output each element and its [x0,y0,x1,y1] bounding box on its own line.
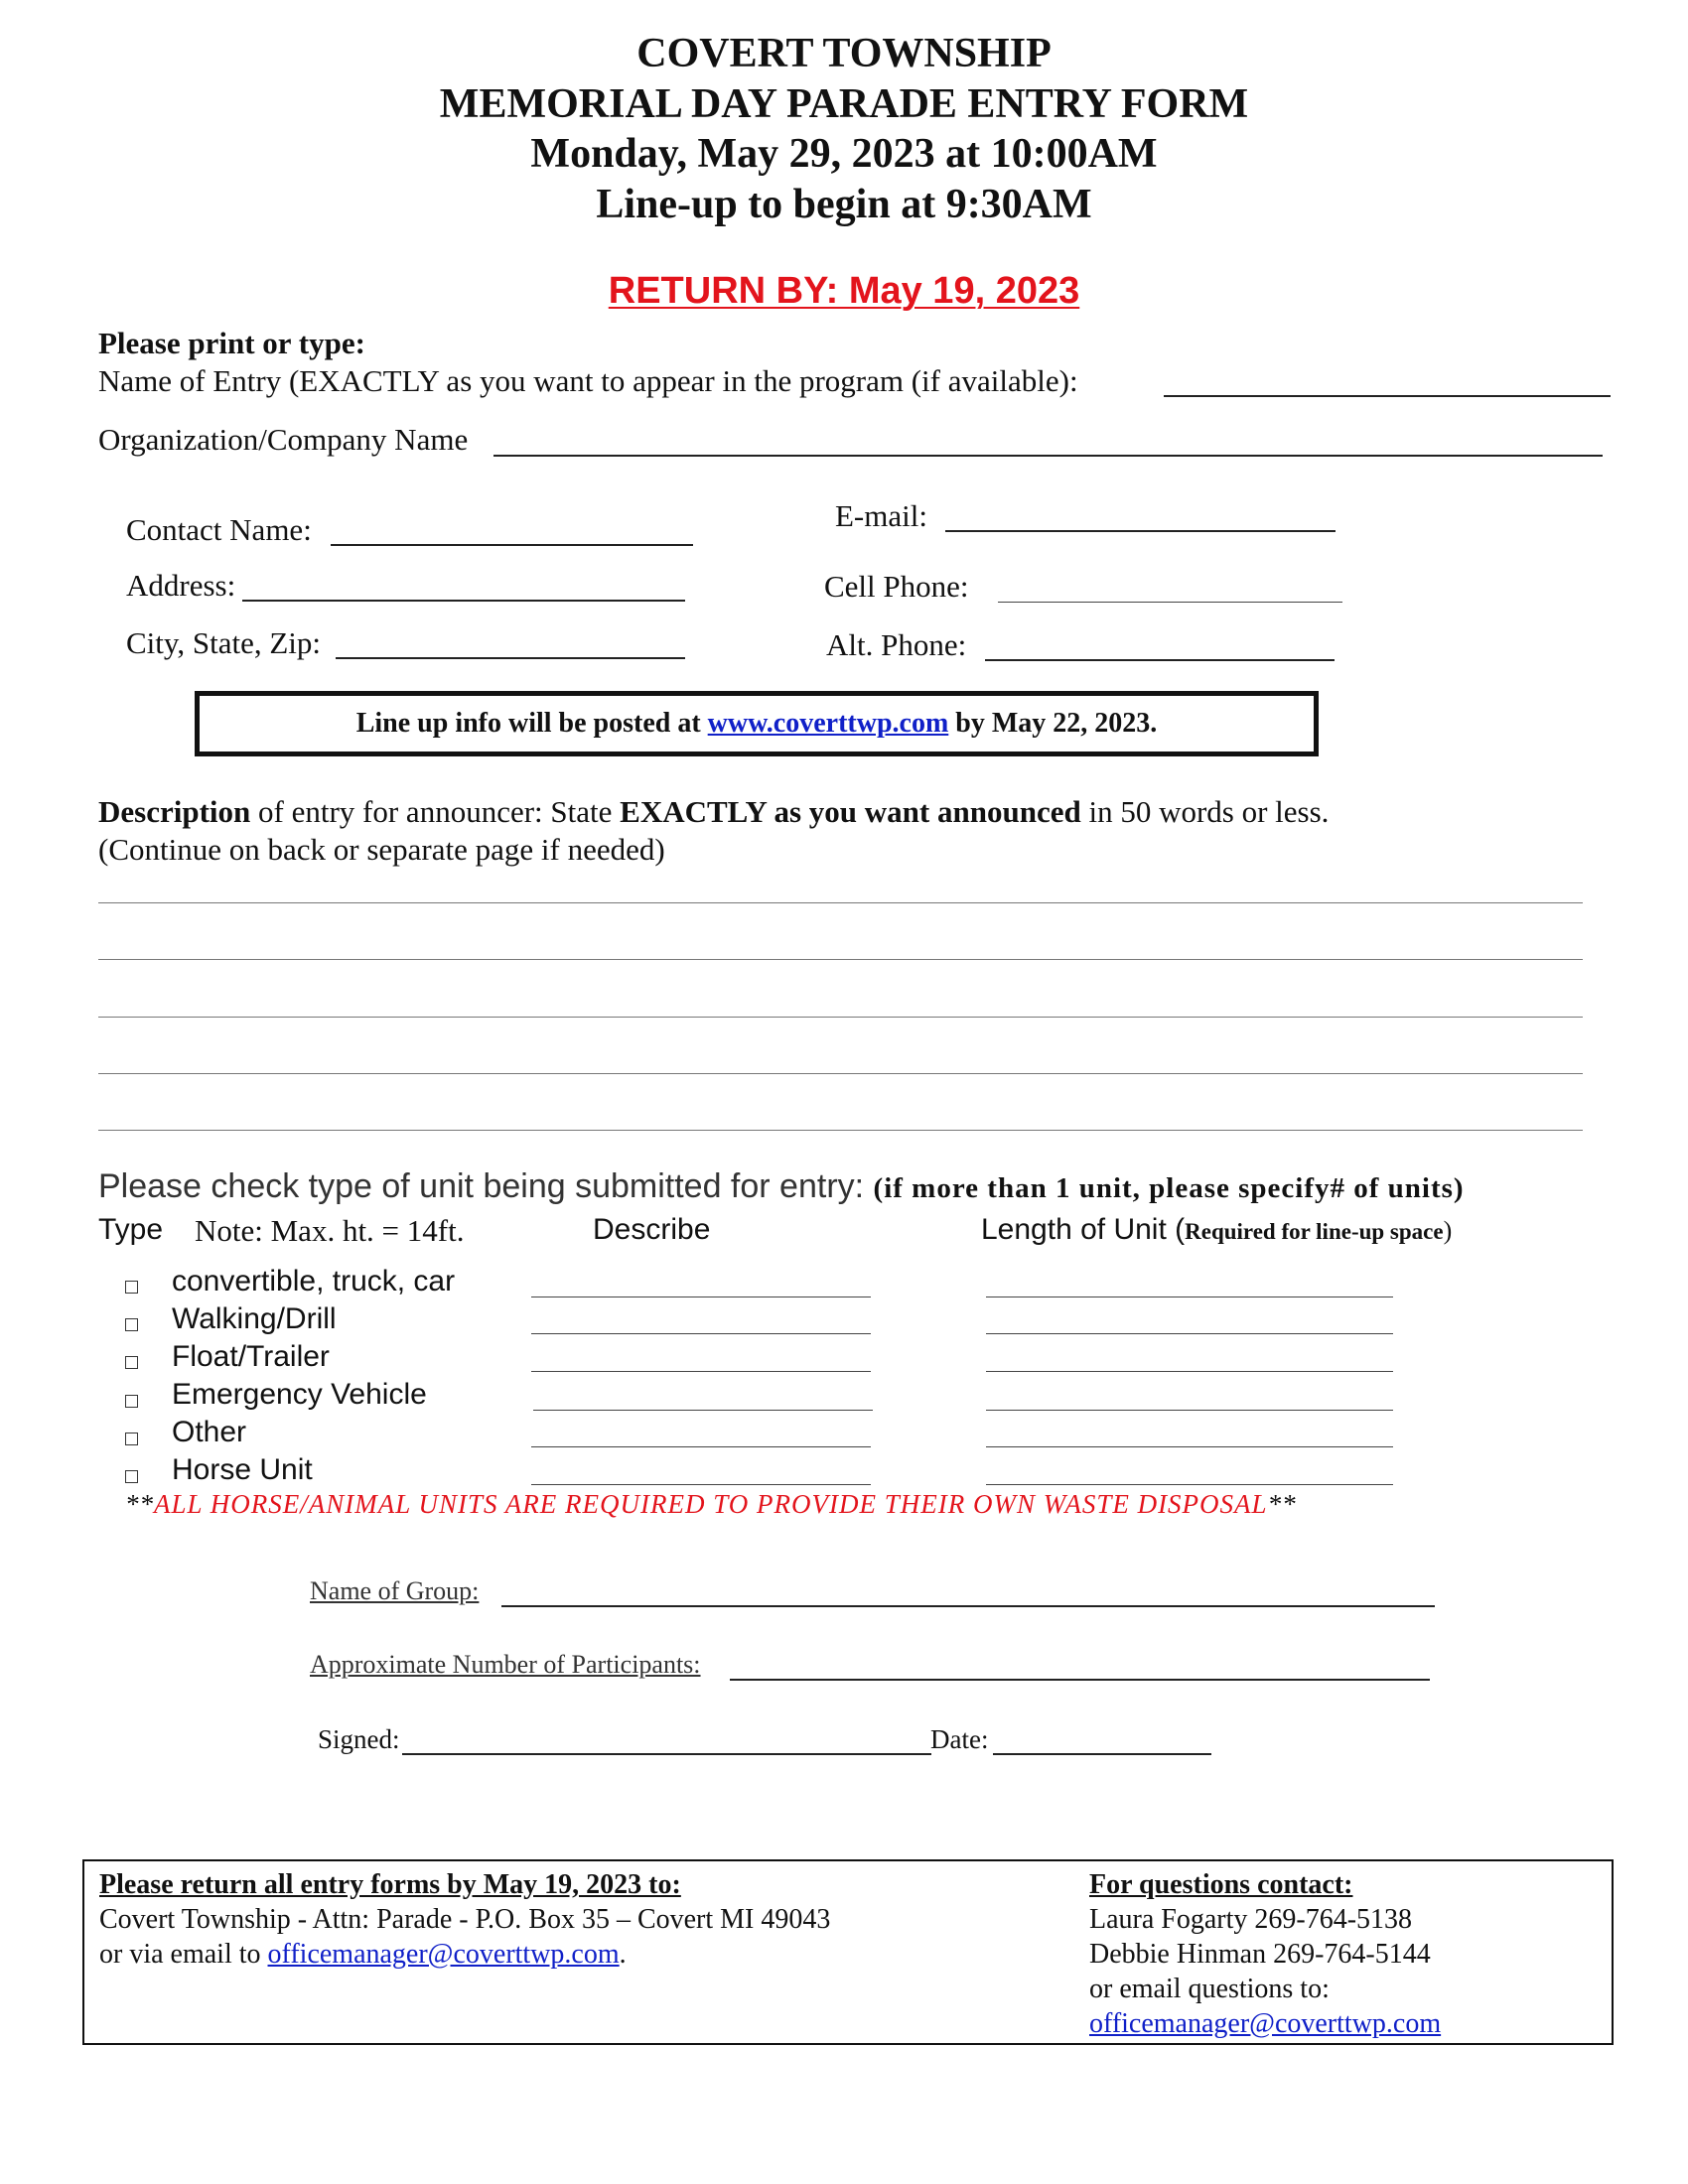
contact-name-label: Contact Name: [126,512,312,547]
signed-field[interactable] [402,1753,931,1755]
date-field[interactable] [993,1753,1211,1755]
description-bold: Description [98,794,251,829]
city-state-zip-label: City, State, Zip: [126,625,322,660]
length-field[interactable] [986,1446,1393,1447]
describe-field[interactable] [531,1333,871,1334]
unit-type-prompt-text: Please check type of unit being submitted for entry: [98,1167,874,1205]
describe-field[interactable] [533,1410,873,1411]
alt-phone-label: Alt. Phone: [826,627,967,662]
unit-label: convertible, truck, car [172,1265,456,1297]
footer-box [82,1859,1614,2045]
description-text1: of entry for announcer: State [250,794,621,829]
waste-disposal-warning [125,1489,1297,1520]
email-prefix: or via email to [99,1939,268,1970]
website-link[interactable]: www.coverttwp.com [707,708,949,739]
unit-label: Emergency Vehicle [172,1378,427,1411]
warning-asterisks: ** [1267,1489,1297,1519]
organization-label: Organization/Company Name [98,422,469,457]
unit-type-prompt [98,1167,1465,1206]
email-label: E-mail: [835,498,927,533]
warning-asterisks: ** [125,1489,154,1519]
form-title: MEMORIAL DAY PARADE ENTRY FORM [439,81,1249,127]
checkbox[interactable] [125,1433,138,1445]
lineup-time: Line-up to begin at 9:30AM [596,182,1092,227]
participants-field[interactable] [730,1679,1430,1681]
city-state-zip-field[interactable] [336,657,685,659]
contact-info [1089,1867,1441,2041]
col-type-header: Type [98,1213,164,1246]
township-title: COVERT TOWNSHIP [636,31,1052,76]
unit-type-prompt-bold: (if more than 1 unit, please specify# of units) [873,1172,1465,1204]
length-field[interactable] [986,1410,1393,1411]
description-continue-note: (Continue on back or separate page if needed) [98,832,665,867]
checkbox[interactable] [125,1318,138,1331]
checkbox[interactable] [125,1281,138,1294]
unit-label: Other [172,1416,247,1448]
mailing-address: Covert Township - Attn: Parade - P.O. Box 35 – Covert MI 49043 [99,1904,831,1935]
col-describe-header: Describe [593,1213,711,1246]
contact-debbie: Debbie Hinman 269-764-5144 [1089,1939,1431,1970]
lineup-info-prefix: Line up info will be posted at [355,708,708,739]
contact-heading: For questions contact: [1089,1869,1353,1900]
lineup-info-box [195,691,1319,756]
contact-name-field[interactable] [331,544,693,546]
name-of-entry-field[interactable] [1164,395,1611,397]
email-suffix: . [619,1939,627,1970]
email-field[interactable] [945,530,1336,532]
lineup-info-suffix: by May 22, 2023. [948,708,1158,739]
alt-phone-field[interactable] [985,659,1335,661]
organization-field[interactable] [493,455,1603,457]
describe-field[interactable] [531,1371,871,1372]
name-of-group-field[interactable] [501,1605,1435,1607]
address-label: Address: [126,568,236,603]
col-length-text: Length of Unit ( [981,1213,1186,1246]
checkbox[interactable] [125,1470,138,1483]
unit-label: Horse Unit [172,1453,313,1486]
describe-field[interactable] [531,1446,871,1447]
contact-email-note: or email questions to: [1089,1974,1330,2004]
description-exactly: EXACTLY as you want announced [620,794,1081,829]
please-print-label: Please print or type: [98,326,365,360]
col-length-header [981,1213,1452,1247]
return-instructions [99,1867,830,1972]
return-heading: Please return all entry forms by May 19, 2023 to: [99,1869,681,1900]
event-date: Monday, May 29, 2023 at 10:00AM [530,131,1158,177]
participants-label: Approximate Number of Participants: [310,1650,701,1679]
warning-text: ALL HORSE/ANIMAL UNITS ARE REQUIRED TO PROVIDE THEIR OWN WASTE DISPOSAL [154,1489,1268,1519]
length-field[interactable] [986,1333,1393,1334]
return-by-deadline: RETURN BY: May 19, 2023 [608,270,1080,312]
contact-email-link[interactable]: officemanager@coverttwp.com [1089,2008,1442,2039]
contact-laura: Laura Fogarty 269-764-5138 [1089,1904,1413,1935]
description-line[interactable] [98,1130,1583,1131]
name-of-group-label: Name of Group: [310,1576,480,1605]
unit-label: Float/Trailer [172,1340,330,1373]
signed-label: Signed: [318,1724,400,1754]
description-text2: in 50 words or less. [1080,794,1330,829]
col-length-required: Required for line-up space [1185,1219,1444,1244]
email-return-line [99,1937,830,1972]
length-field[interactable] [986,1484,1393,1485]
describe-field[interactable] [531,1484,871,1485]
checkbox[interactable] [125,1356,138,1369]
name-of-entry-label: Name of Entry (EXACTLY as you want to appear in the program (if available): [98,363,1078,398]
description-line[interactable] [98,1073,1583,1074]
cell-phone-label: Cell Phone: [824,569,969,604]
length-field[interactable] [986,1371,1393,1372]
unit-label: Walking/Drill [172,1302,337,1335]
address-field[interactable] [242,600,685,602]
col-length-close: ) [1443,1216,1453,1245]
checkbox[interactable] [125,1395,138,1408]
description-line[interactable] [98,959,1583,960]
cell-phone-field[interactable] [998,602,1342,603]
description-line[interactable] [98,902,1583,903]
date-label: Date: [930,1724,989,1754]
col-note-header: Note: Max. ht. = 14ft. [195,1213,465,1248]
description-instructions [98,794,1329,830]
office-email-link[interactable]: officemanager@coverttwp.com [267,1939,620,1970]
description-line[interactable] [98,1017,1583,1018]
